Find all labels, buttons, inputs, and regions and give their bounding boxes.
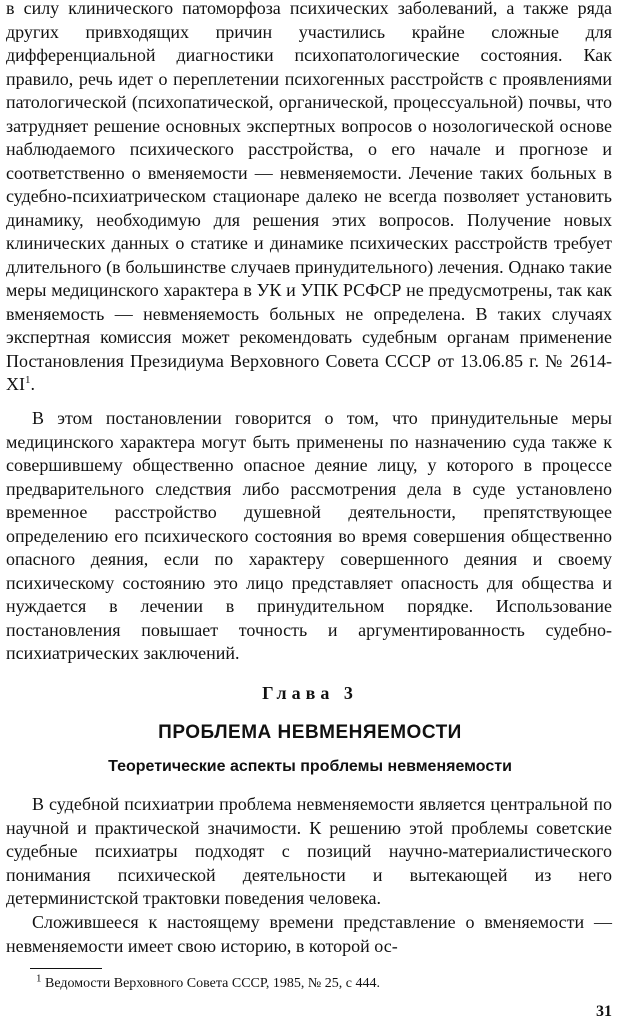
- footnote-divider: [30, 968, 102, 969]
- page-number: 31: [596, 1003, 612, 1020]
- chapter-label: Глава 3: [262, 683, 358, 703]
- paragraph-4: Сложившееся к настоящему времени представление о вменяемости — невменяемости имеет свою историю, в которой ос-: [6, 912, 612, 956]
- footnote: [36, 972, 380, 993]
- footnote-text: Ведомости Верховного Совета СССР, 1985, № 25, с 444.: [45, 976, 380, 991]
- footnote-marker: 1: [36, 972, 42, 985]
- paragraph-1: [6, 0, 612, 397]
- paragraph-3: В судебной психиатрии проблема невменяемости является центральной по научной и практической значимости. К решению этой проблемы советские судебные психиатры подходят с позиций научно-материалистического понимания психической деятельности и вытекающей из него детерминистской трактовки поведения человека.: [6, 794, 612, 908]
- chapter-title: ПРОБЛЕМА НЕВМЕНЯЕМОСТИ: [158, 722, 462, 743]
- paragraph-1-end: .: [30, 374, 35, 394]
- paragraph-2: В этом постановлении говорится о том, что принудительные меры медицинского характера могут быть применены по назначению суда также к совершившему общественно опасное деяние лицу, у которого в процессе предварительного следствия либо рассмотрения дела в суде установлено временное расстройство душевной деятельности, препятствующее определению его психического состояния во время совершения общественно опасного деяния, если по характеру совершенного деяния и своему психическому состоянию это лицо представляет опасность для общества и нуждается в лечении в принудительном порядке. Использование постановления повышает точность и аргументированность судебно-психиатрических заключений.: [6, 408, 612, 663]
- paragraph-1-text: в силу клинического патоморфоза психических заболеваний, а также ряда других привходящих причин участились крайне сложные для дифференциальной диагностики психопатологические состояния. Как правило, речь идет о переплетении психогенных расстройств с проявлениями патологической (психопатической, органической, процессуальной) почвы, что затрудняет решение основных экспертных вопросов о нозологической основе наблюдаемого психического расстройства, о его начале и прогнозе и соответственно о вменяемости — невменяемости. Лечение таких больных в судебно-психиатрическом стационаре далеко не всегда позволяет установить динамику, необходимую для решения этих вопросов. Получение новых клинических данных о статике и динамике психических расстройств требует длительного (в большинстве случаев принудительного) лечения. Однако такие меры медицинского характера в УК и УПК РСФСР не предусмотрены, так как вменяемость — невменяемость больных не определена. В таких случаях экспертная комиссия может рекомендовать судебным органам применение Постановления Президиума Верховного Совета СССР от 13.06.85 г. № 2614-XI: [6, 0, 612, 394]
- section-title: Теоретические аспекты проблемы невменяемости: [108, 758, 512, 775]
- footnote-reference: 1: [25, 374, 31, 386]
